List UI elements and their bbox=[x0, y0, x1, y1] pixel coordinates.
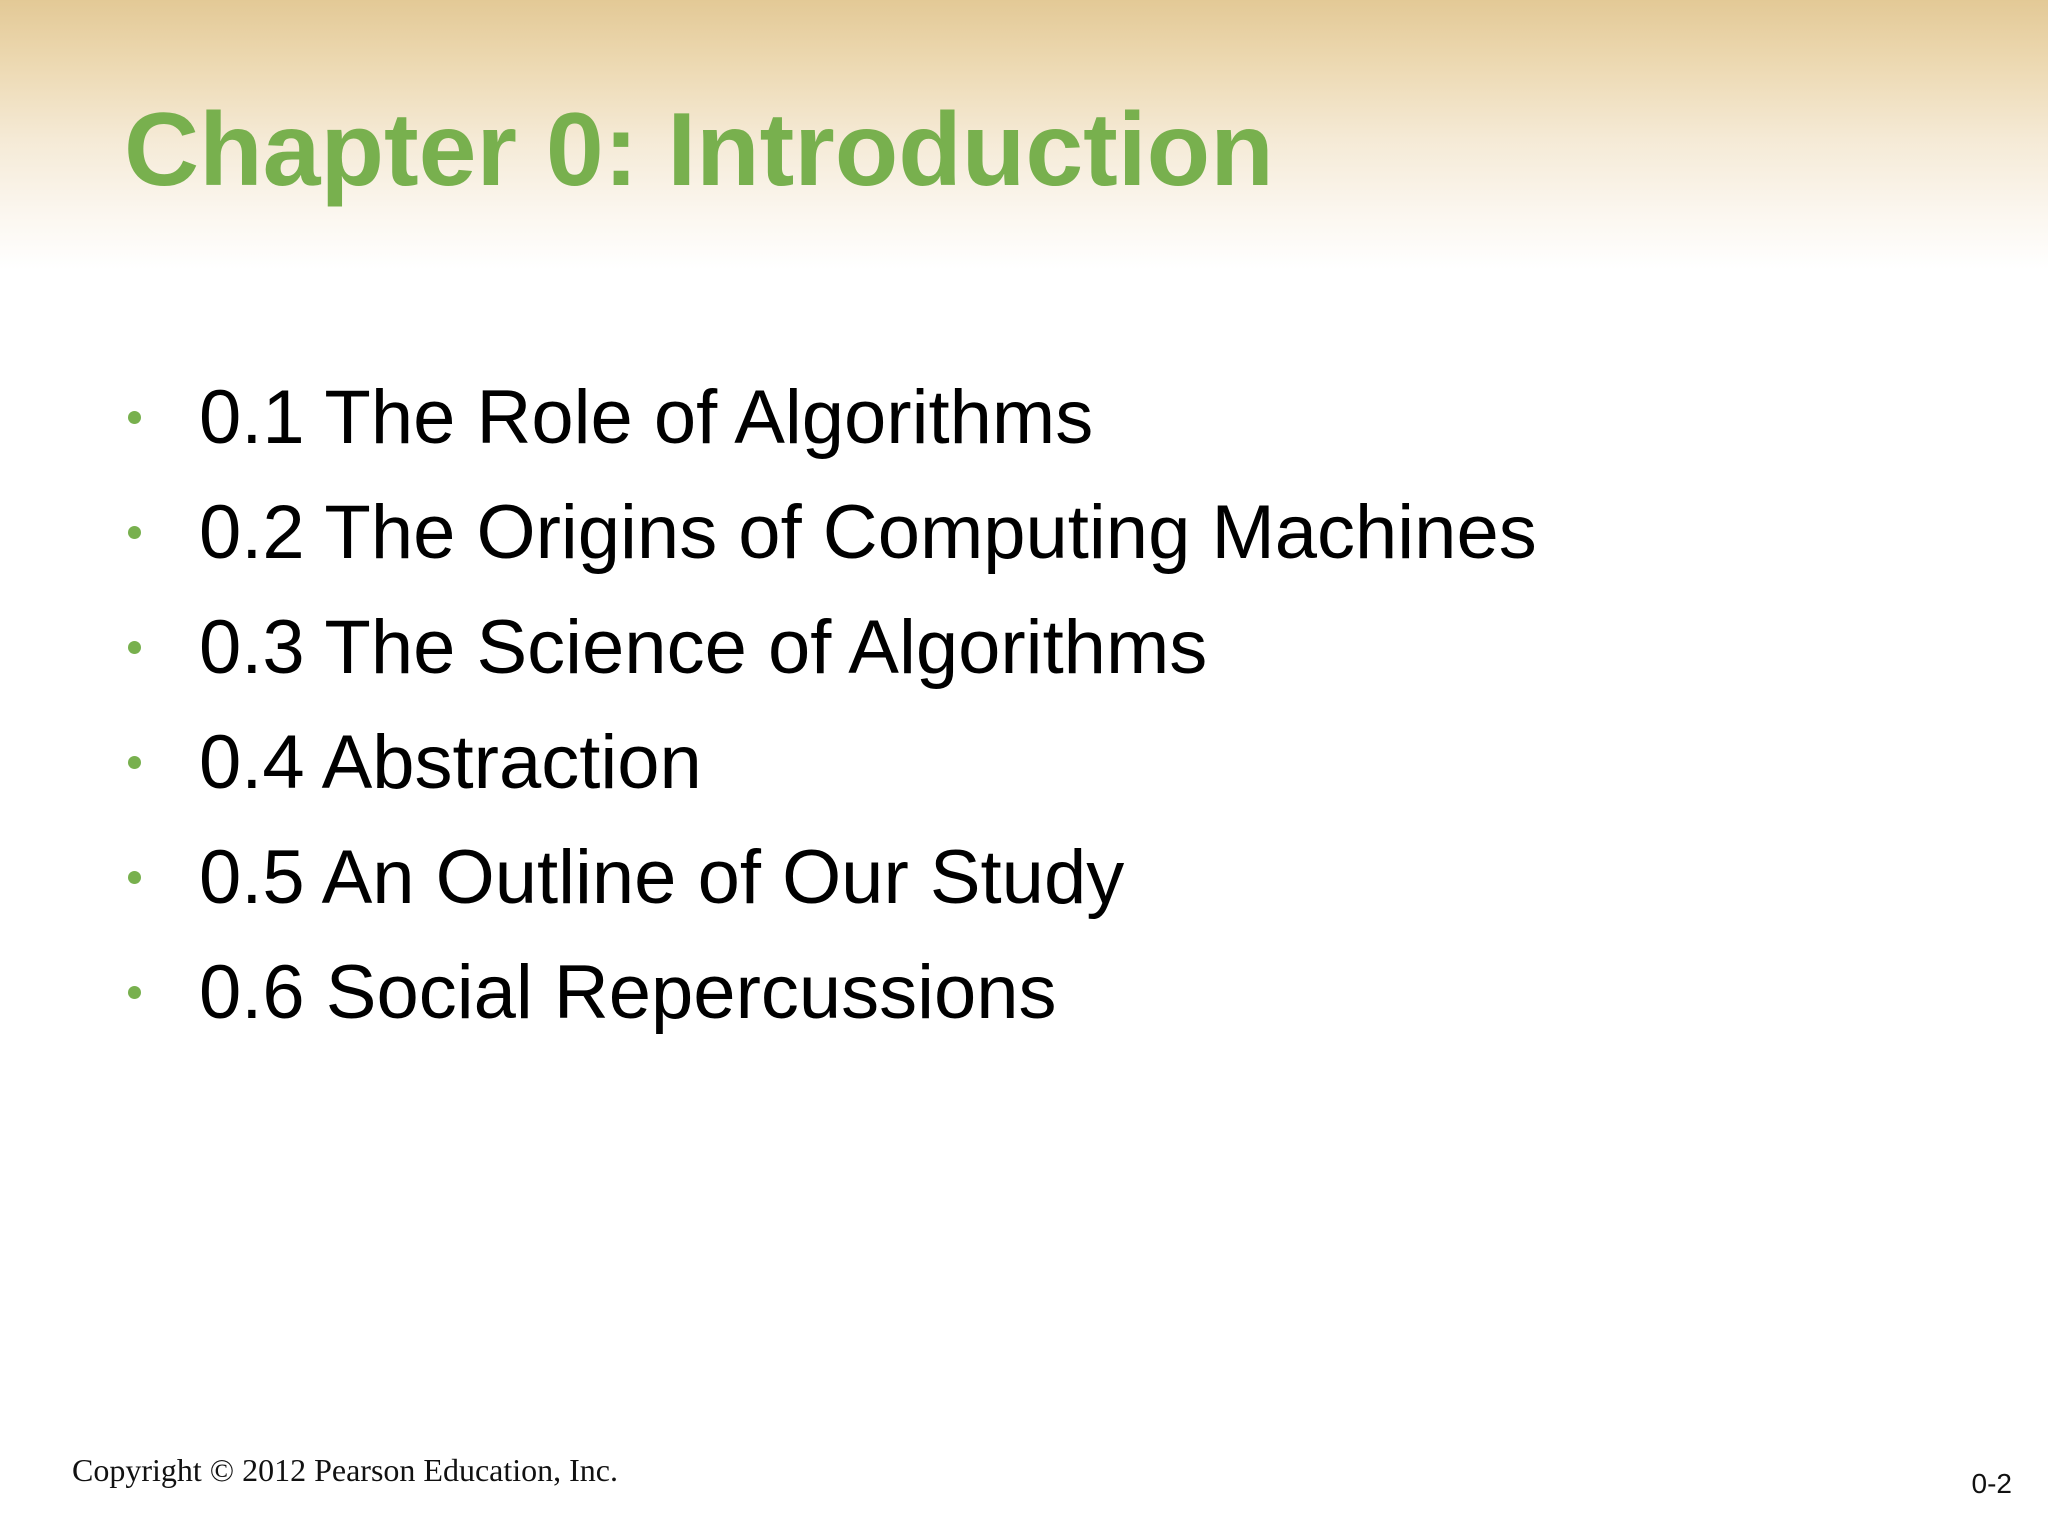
bullet-text: 0.3 The Science of Algorithms bbox=[199, 605, 1208, 690]
slide-title: Chapter 0: Introduction bbox=[124, 92, 1274, 208]
bullet-dot-icon bbox=[128, 986, 141, 999]
bullet-dot-icon bbox=[128, 526, 141, 539]
bullet-item bbox=[124, 705, 1537, 820]
bullet-dot-icon bbox=[128, 756, 141, 769]
bullet-text: 0.2 The Origins of Computing Machines bbox=[199, 490, 1537, 575]
footer-copyright: Copyright © 2012 Pearson Education, Inc. bbox=[72, 1452, 618, 1488]
bullet-item bbox=[124, 475, 1537, 590]
bullet-item bbox=[124, 360, 1537, 475]
bullet-dot-icon bbox=[128, 411, 141, 424]
bullet-text: 0.5 An Outline of Our Study bbox=[199, 835, 1125, 920]
bullet-text: 0.1 The Role of Algorithms bbox=[199, 375, 1094, 460]
bullet-item bbox=[124, 935, 1537, 1050]
bullet-item bbox=[124, 820, 1537, 935]
page-number: 0-2 bbox=[1971, 1468, 2012, 1499]
bullet-dot-icon bbox=[128, 871, 141, 884]
bullet-list bbox=[124, 360, 1537, 1050]
bullet-text: 0.6 Social Repercussions bbox=[199, 950, 1057, 1035]
bullet-text: 0.4 Abstraction bbox=[199, 720, 702, 805]
bullet-item bbox=[124, 590, 1537, 705]
bullet-dot-icon bbox=[128, 641, 141, 654]
